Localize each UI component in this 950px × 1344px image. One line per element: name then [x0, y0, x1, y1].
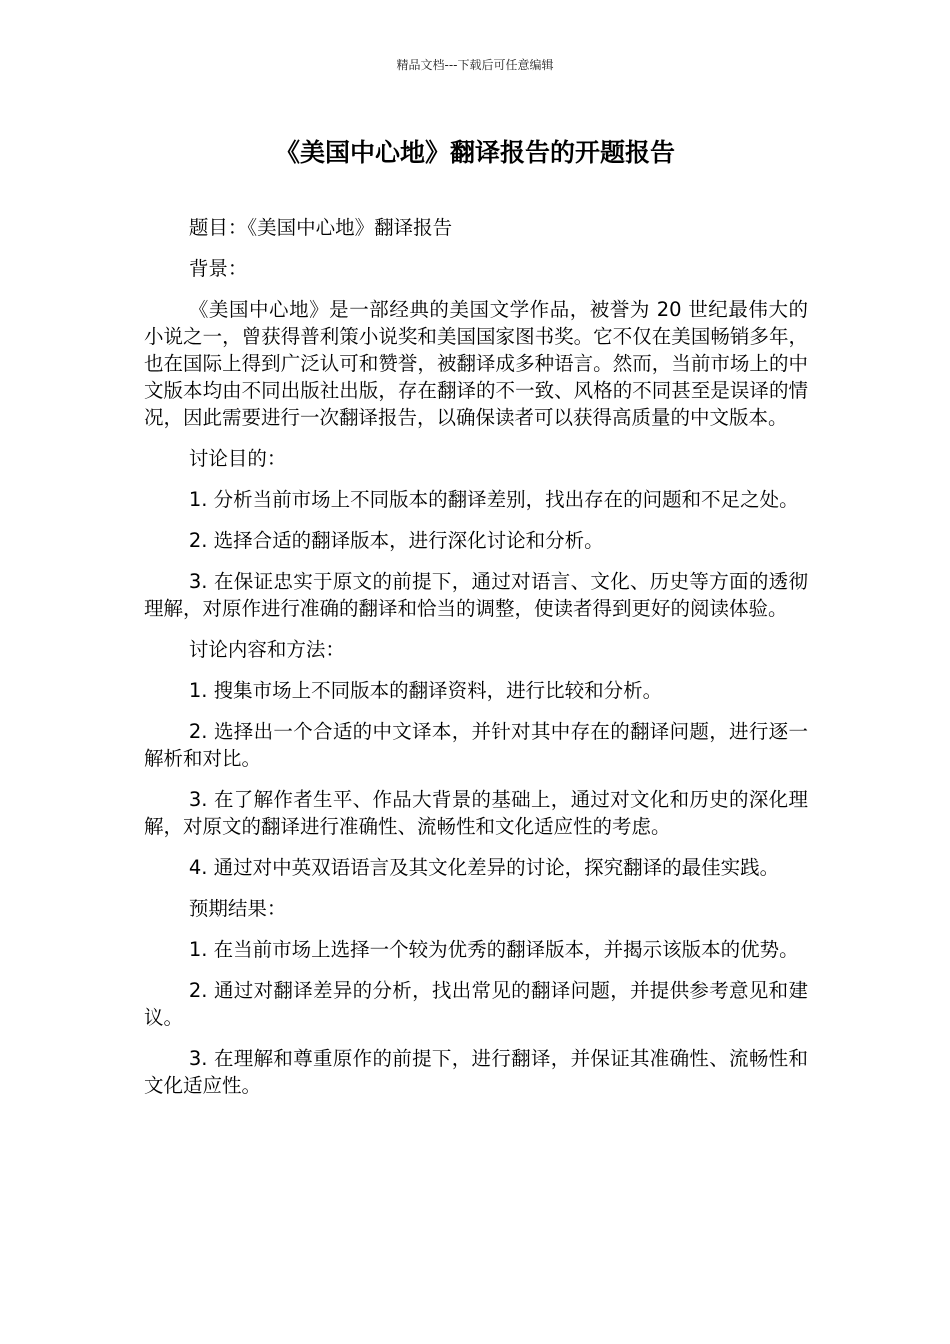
background-paragraph: 《美国中心地》是一部经典的美国文学作品，被誉为 20 世纪最伟大的小说之一，曾获得普利策小说奖和美国国家图书奖。它不仅在美国畅销多年，也在国际上得到广泛认可和赞誉，被翻译成多种语言。然而，当前市场上的中文版本均由不同出版社出版，存在翻译的不一致、风格的不同甚至是误译的情况，因此需要进行一次翻译报告，以确保读者可以获得高质量的中文版本。 — [144, 298, 808, 429]
document-body — [144, 214, 808, 1113]
method-item: 2. 选择出一个合适的中文译本，并针对其中存在的翻译问题，进行逐一解析和对比。 — [144, 720, 808, 770]
objectives-heading: 讨论目的： — [188, 447, 287, 470]
page-header: 精品文档---下载后可任意编辑 — [396, 58, 554, 72]
topic-line: 题目：《美国中心地》翻译报告 — [188, 216, 453, 239]
result-item: 3. 在理解和尊重原作的前提下，进行翻译，并保证其准确性、流畅性和文化适应性。 — [144, 1047, 808, 1097]
objective-item: 3. 在保证忠实于原文的前提下，通过对语言、文化、历史等方面的透彻理解，对原作进行准确的翻译和恰当的调整，使读者得到更好的阅读体验。 — [144, 570, 808, 620]
method-item: 3. 在了解作者生平、作品大背景的基础上，通过对文化和历史的深化理解，对原文的翻译进行准确性、流畅性和文化适应性的考虑。 — [144, 788, 808, 838]
objective-item: 2. 选择合适的翻译版本，进行深化讨论和分析。 — [188, 529, 604, 552]
document-title: 《美国中心地》翻译报告的开题报告 — [274, 138, 675, 167]
methods-heading: 讨论内容和方法： — [188, 638, 345, 661]
results-heading: 预期结果： — [188, 897, 287, 920]
background-heading: 背景： — [188, 257, 248, 280]
result-item: 2. 通过对翻译差异的分析，找出常见的翻译问题，并提供参考意见和建议。 — [144, 979, 808, 1029]
result-item: 1. 在当前市场上选择一个较为优秀的翻译版本，并揭示该版本的优势。 — [188, 938, 799, 961]
method-item: 4. 通过对中英双语语言及其文化差异的讨论，探究翻译的最佳实践。 — [188, 856, 780, 879]
method-item: 1. 搜集市场上不同版本的翻译资料，进行比较和分析。 — [188, 679, 663, 702]
objective-item: 1. 分析当前市场上不同版本的翻译差别，找出存在的问题和不足之处。 — [188, 488, 799, 511]
